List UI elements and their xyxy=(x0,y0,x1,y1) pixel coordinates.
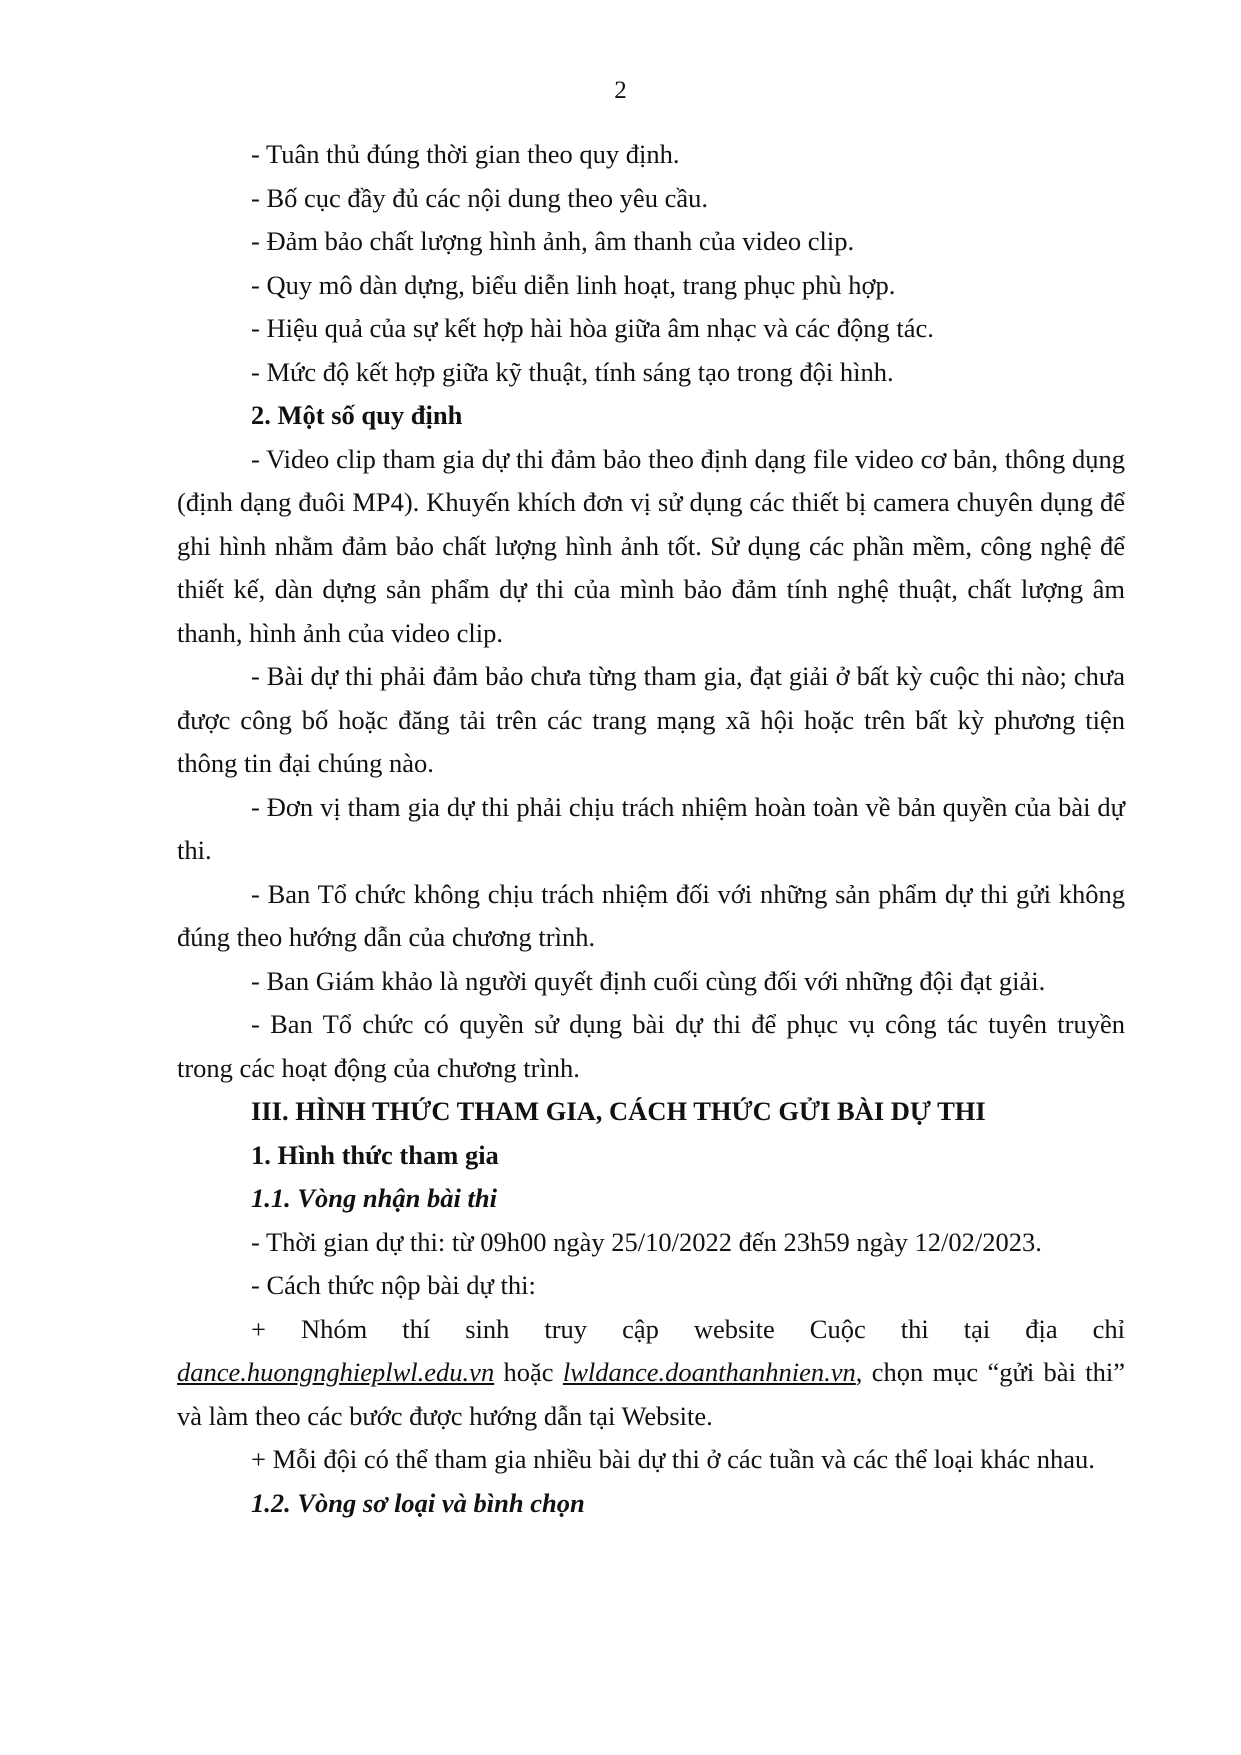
access-word: chỉ xyxy=(1092,1313,1125,1344)
regulation-paragraph: - Ban Tổ chức có quyền sử dụng bài dự thi để phục vụ công tác tuyên truyền trong các hoạt động của chương trình. xyxy=(177,1009,1125,1083)
section-heading-regulations: 2. Một số quy định xyxy=(251,400,463,430)
criteria-item: - Tuân thủ đúng thời gian theo quy định. xyxy=(251,139,680,169)
criteria-item: - Bố cục đầy đủ các nội dung theo yêu cầu. xyxy=(251,182,708,213)
submission-method: - Cách thức nộp bài dự thi: xyxy=(251,1270,536,1300)
criteria-item: - Mức độ kết hợp giữa kỹ thuật, tính sáng tạo trong đội hình. xyxy=(251,356,894,387)
regulation-paragraph: - Bài dự thi phải đảm bảo chưa từng tham gia, đạt giải ở bất kỳ cuộc thi nào; chưa được công bố hoặc đăng tải trên các trang mạng xã hội hoặc trên bất kỳ phương tiện thông tin đại chúng nào. xyxy=(177,661,1125,778)
page-number: 2 xyxy=(614,77,627,104)
criteria-item: - Đảm bảo chất lượng hình ảnh, âm thanh của video clip. xyxy=(251,226,855,256)
section-heading-participation: III. HÌNH THỨC THAM GIA, CÁCH THỨC GỬI BÀI DỰ THI xyxy=(251,1096,986,1126)
access-word: thí xyxy=(402,1313,431,1344)
subsection-heading-round-2: 1.2. Vòng sơ loại và bình chọn xyxy=(251,1487,585,1518)
after-links-text: , chọn mục “gửi bài thi” và làm theo các bước được hướng dẫn tại Website. xyxy=(177,1357,1125,1431)
access-links-paragraph xyxy=(177,1351,1125,1438)
document-body xyxy=(177,133,1125,1525)
competition-time: - Thời gian dự thi: từ 09h00 ngày 25/10/2022 đến 23h59 ngày 12/02/2023. xyxy=(251,1226,1042,1257)
website-link-primary[interactable]: dance.huongnghieplwl.edu.vn xyxy=(177,1357,495,1387)
criteria-item: - Hiệu quả của sự kết hợp hài hòa giữa âm nhạc và các động tác. xyxy=(251,313,934,343)
access-instruction-line xyxy=(177,1308,1125,1352)
access-word: địa xyxy=(1025,1313,1058,1344)
criteria-item: - Quy mô dàn dựng, biểu diễn linh hoạt, trang phục phù hợp. xyxy=(251,269,896,300)
access-word: cập xyxy=(622,1313,659,1344)
access-word: Nhóm xyxy=(300,1313,368,1344)
access-word: + xyxy=(251,1313,266,1344)
multiple-entries-note: + Mỗi đội có thể tham gia nhiều bài dự thi ở các tuần và các thể loại khác nhau. xyxy=(251,1444,1095,1474)
access-word: tại xyxy=(963,1313,991,1344)
or-text: hoặc xyxy=(494,1357,563,1387)
subsection-heading-form: 1. Hình thức tham gia xyxy=(251,1139,499,1170)
access-word: Cuộc xyxy=(809,1313,866,1344)
access-word: thi xyxy=(900,1313,929,1344)
access-word: truy xyxy=(544,1313,588,1344)
subsection-heading-round-1: 1.1. Vòng nhận bài thi xyxy=(251,1183,497,1213)
regulation-paragraph: - Đơn vị tham gia dự thi phải chịu trách nhiệm hoàn toàn về bản quyền của bài dự thi. xyxy=(177,791,1125,865)
website-link-secondary[interactable]: lwldance.doanthanhnien.vn xyxy=(562,1357,856,1387)
access-word: sinh xyxy=(465,1313,510,1344)
access-word: website xyxy=(693,1313,775,1344)
regulation-paragraph: - Ban Giám khảo là người quyết định cuối cùng đối với những đội đạt giải. xyxy=(251,965,1046,996)
regulation-paragraph: - Video clip tham gia dự thi đảm bảo theo định dạng file video cơ bản, thông dụng (định dạng đuôi MP4). Khuyến khích đơn vị sử dụng các thiết bị camera chuyên dụng để ghi hình nhằm đảm bảo chất lượng hình ảnh tốt. Sử dụng các phần mềm, công nghệ để thiết kế, dàn dựng sản phẩm dự thi của mình bảo đảm tính nghệ thuật, chất lượng âm thanh, hình ảnh của video clip. xyxy=(177,443,1125,648)
regulation-paragraph: - Ban Tổ chức không chịu trách nhiệm đối với những sản phẩm dự thi gửi không đúng theo hướng dẫn của chương trình. xyxy=(177,878,1125,952)
